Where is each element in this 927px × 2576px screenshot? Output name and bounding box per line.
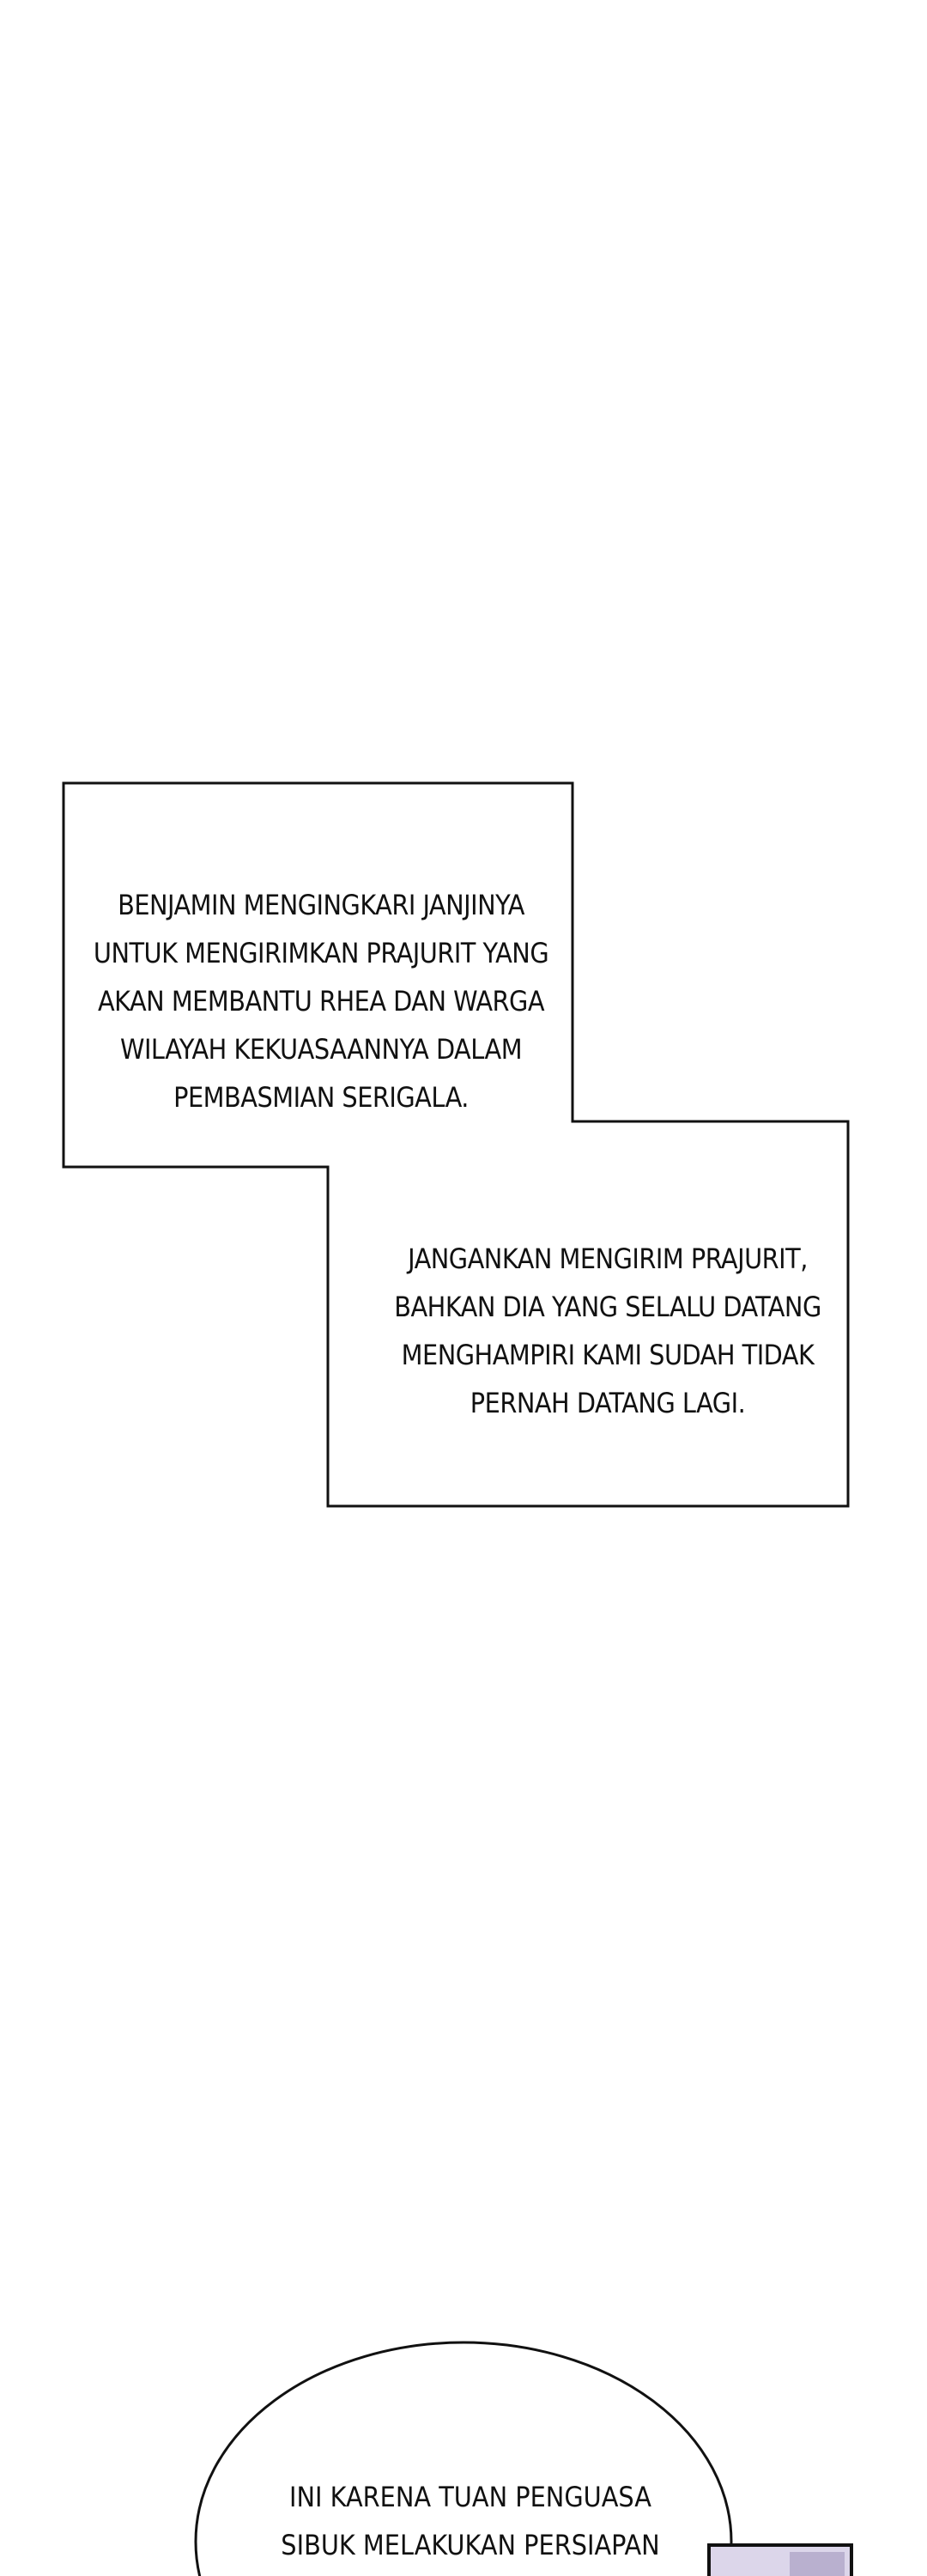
panel-art-detail xyxy=(790,2552,845,2576)
narration-box-1-text xyxy=(64,881,579,1121)
narration-box-2-line: BAHKAN DIA YANG SELALU DATANG xyxy=(394,1291,821,1323)
narration-box-2-line: JANGANKAN MENGIRIM PRAJURIT, xyxy=(408,1242,808,1275)
narration-box-1-line: UNTUK MENGIRIMKAN PRAJURIT YANG xyxy=(93,937,549,969)
speech-bubble-line: SIBUK MELAKUKAN PERSIAPAN xyxy=(281,2529,660,2561)
narration-box-2-text xyxy=(350,1235,865,1427)
narration-box-1-line: AKAN MEMBANTU RHEA DAN WARGA xyxy=(97,985,545,1018)
narration-box-1-line: PEMBASMIAN SERIGALA. xyxy=(173,1081,469,1114)
speech-bubble-line: INI KARENA TUAN PENGUASA xyxy=(289,2481,651,2513)
speech-bubble-text xyxy=(230,2473,711,2569)
narration-box-2-line: MENGHAMPIRI KAMI SUDAH TIDAK xyxy=(401,1339,815,1371)
narration-box-2-line: PERNAH DATANG LAGI. xyxy=(470,1387,746,1419)
narration-box-1-line: WILAYAH KEKUASAANNYA DALAM xyxy=(119,1033,523,1066)
narration-box-1-line: BENJAMIN MENGINGKARI JANJINYA xyxy=(118,889,524,921)
